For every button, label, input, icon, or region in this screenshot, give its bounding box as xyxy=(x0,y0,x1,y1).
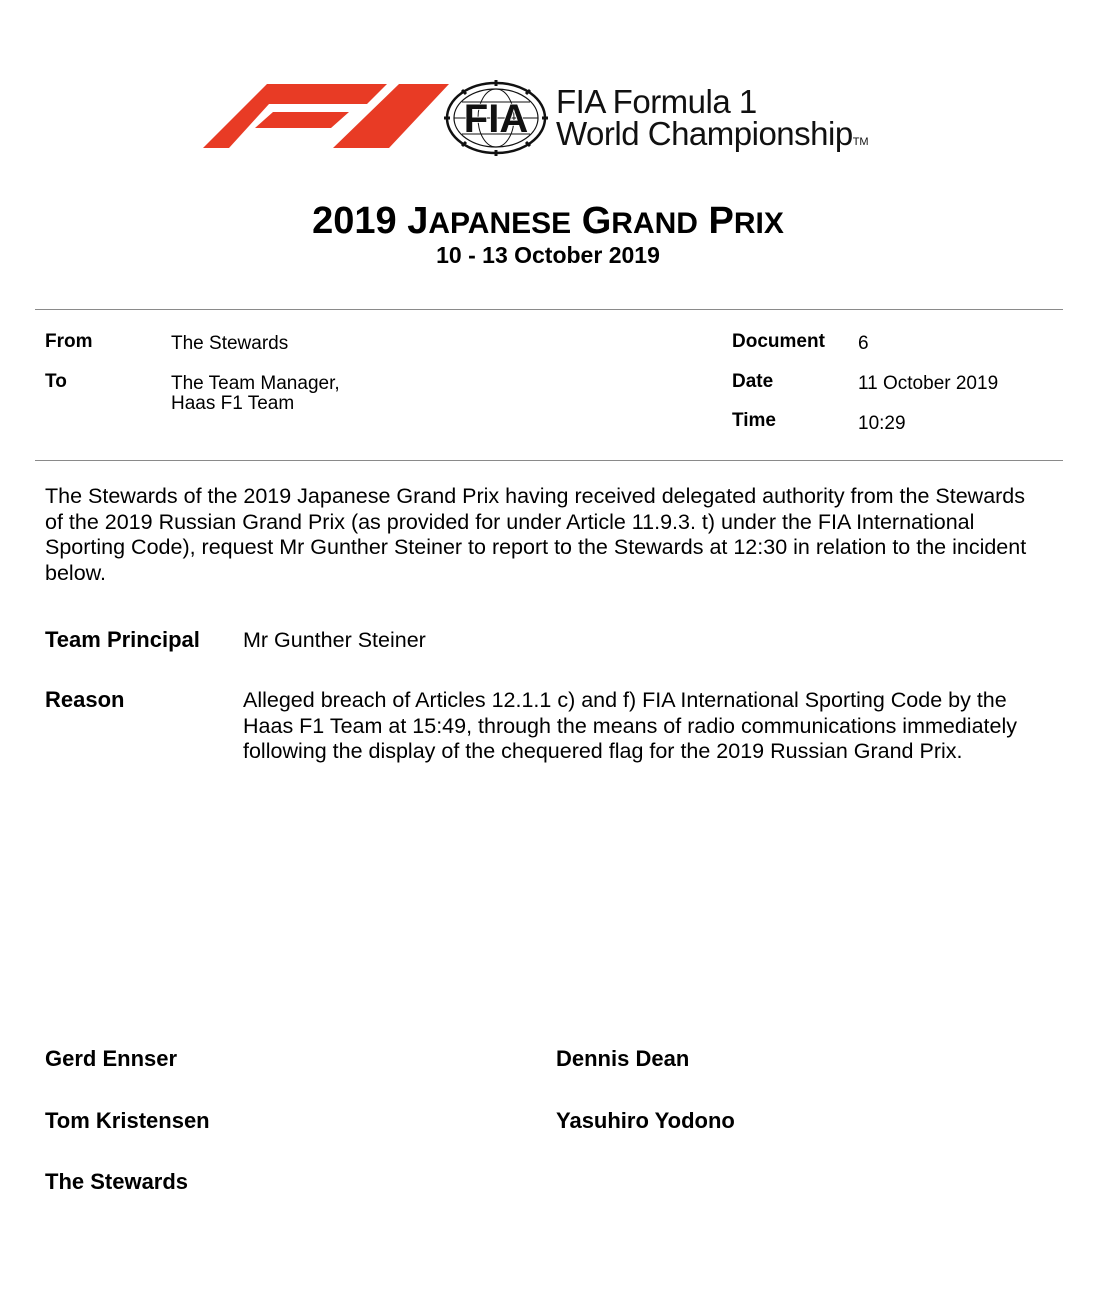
wordmark-line1: FIA Formula 1 xyxy=(556,83,757,120)
fia-mark-text: FIA xyxy=(463,97,529,141)
from-value: The Stewards xyxy=(171,333,289,354)
date-label: Date xyxy=(732,371,774,392)
from-label: From xyxy=(45,331,93,352)
fia-roundel-icon xyxy=(444,80,548,156)
event-title-text: 2019 JAPANESE GRAND PRIX xyxy=(312,200,784,242)
steward-name: Tom Kristensen xyxy=(45,1108,210,1133)
steward-name: Dennis Dean xyxy=(556,1046,690,1071)
team-principal-value: Mr Gunther Steiner xyxy=(243,628,426,652)
f1-logo-icon xyxy=(203,84,449,148)
steward-name: Yasuhiro Yodono xyxy=(556,1108,735,1133)
date-value: 11 October 2019 xyxy=(858,373,999,394)
reason-value: Alleged breach of Articles 12.1.1 c) and f) FIA International Sporting Code by the Haas F1 Team at 15:49, through the means of radio communications immediately following the display of the chequered flag for the 2019 Russian Grand Prix. xyxy=(243,688,1017,763)
event-title-svg xyxy=(268,196,828,242)
summons-paragraph: The Stewards of the 2019 Japanese Grand Prix having received delegated authority from the Stewards of the 2019 Russian Grand Prix (as provided for under Article 11.9.3. t) under the FIA International Sporting Code), request Mr Gunther Steiner to report to the Stewards at 12:30 in relation to the incident below. xyxy=(45,484,1027,585)
to-label: To xyxy=(45,371,67,392)
document-label: Document xyxy=(732,331,825,352)
reason-label: Reason xyxy=(45,687,125,712)
time-label: Time xyxy=(732,410,777,431)
header-divider xyxy=(35,309,1063,310)
event-dates: 10 - 13 October 2019 xyxy=(436,242,660,268)
wordmark-line2: World Championship xyxy=(556,115,853,152)
team-principal-label: Team Principal xyxy=(45,627,200,652)
steward-name: Gerd Ennser xyxy=(45,1046,178,1071)
trademark-mark: TM xyxy=(852,136,869,148)
document-header xyxy=(0,0,1096,170)
routing-divider xyxy=(35,460,1063,461)
to-value-line2: Haas F1 Team xyxy=(171,393,295,414)
document-number: 6 xyxy=(858,333,869,354)
signature-closing: The Stewards xyxy=(45,1169,189,1194)
championship-wordmark xyxy=(556,83,869,158)
to-value-line1: The Team Manager, xyxy=(171,373,340,394)
wordmark-line2-wrap xyxy=(556,115,869,158)
time-value: 10:29 xyxy=(858,413,906,434)
